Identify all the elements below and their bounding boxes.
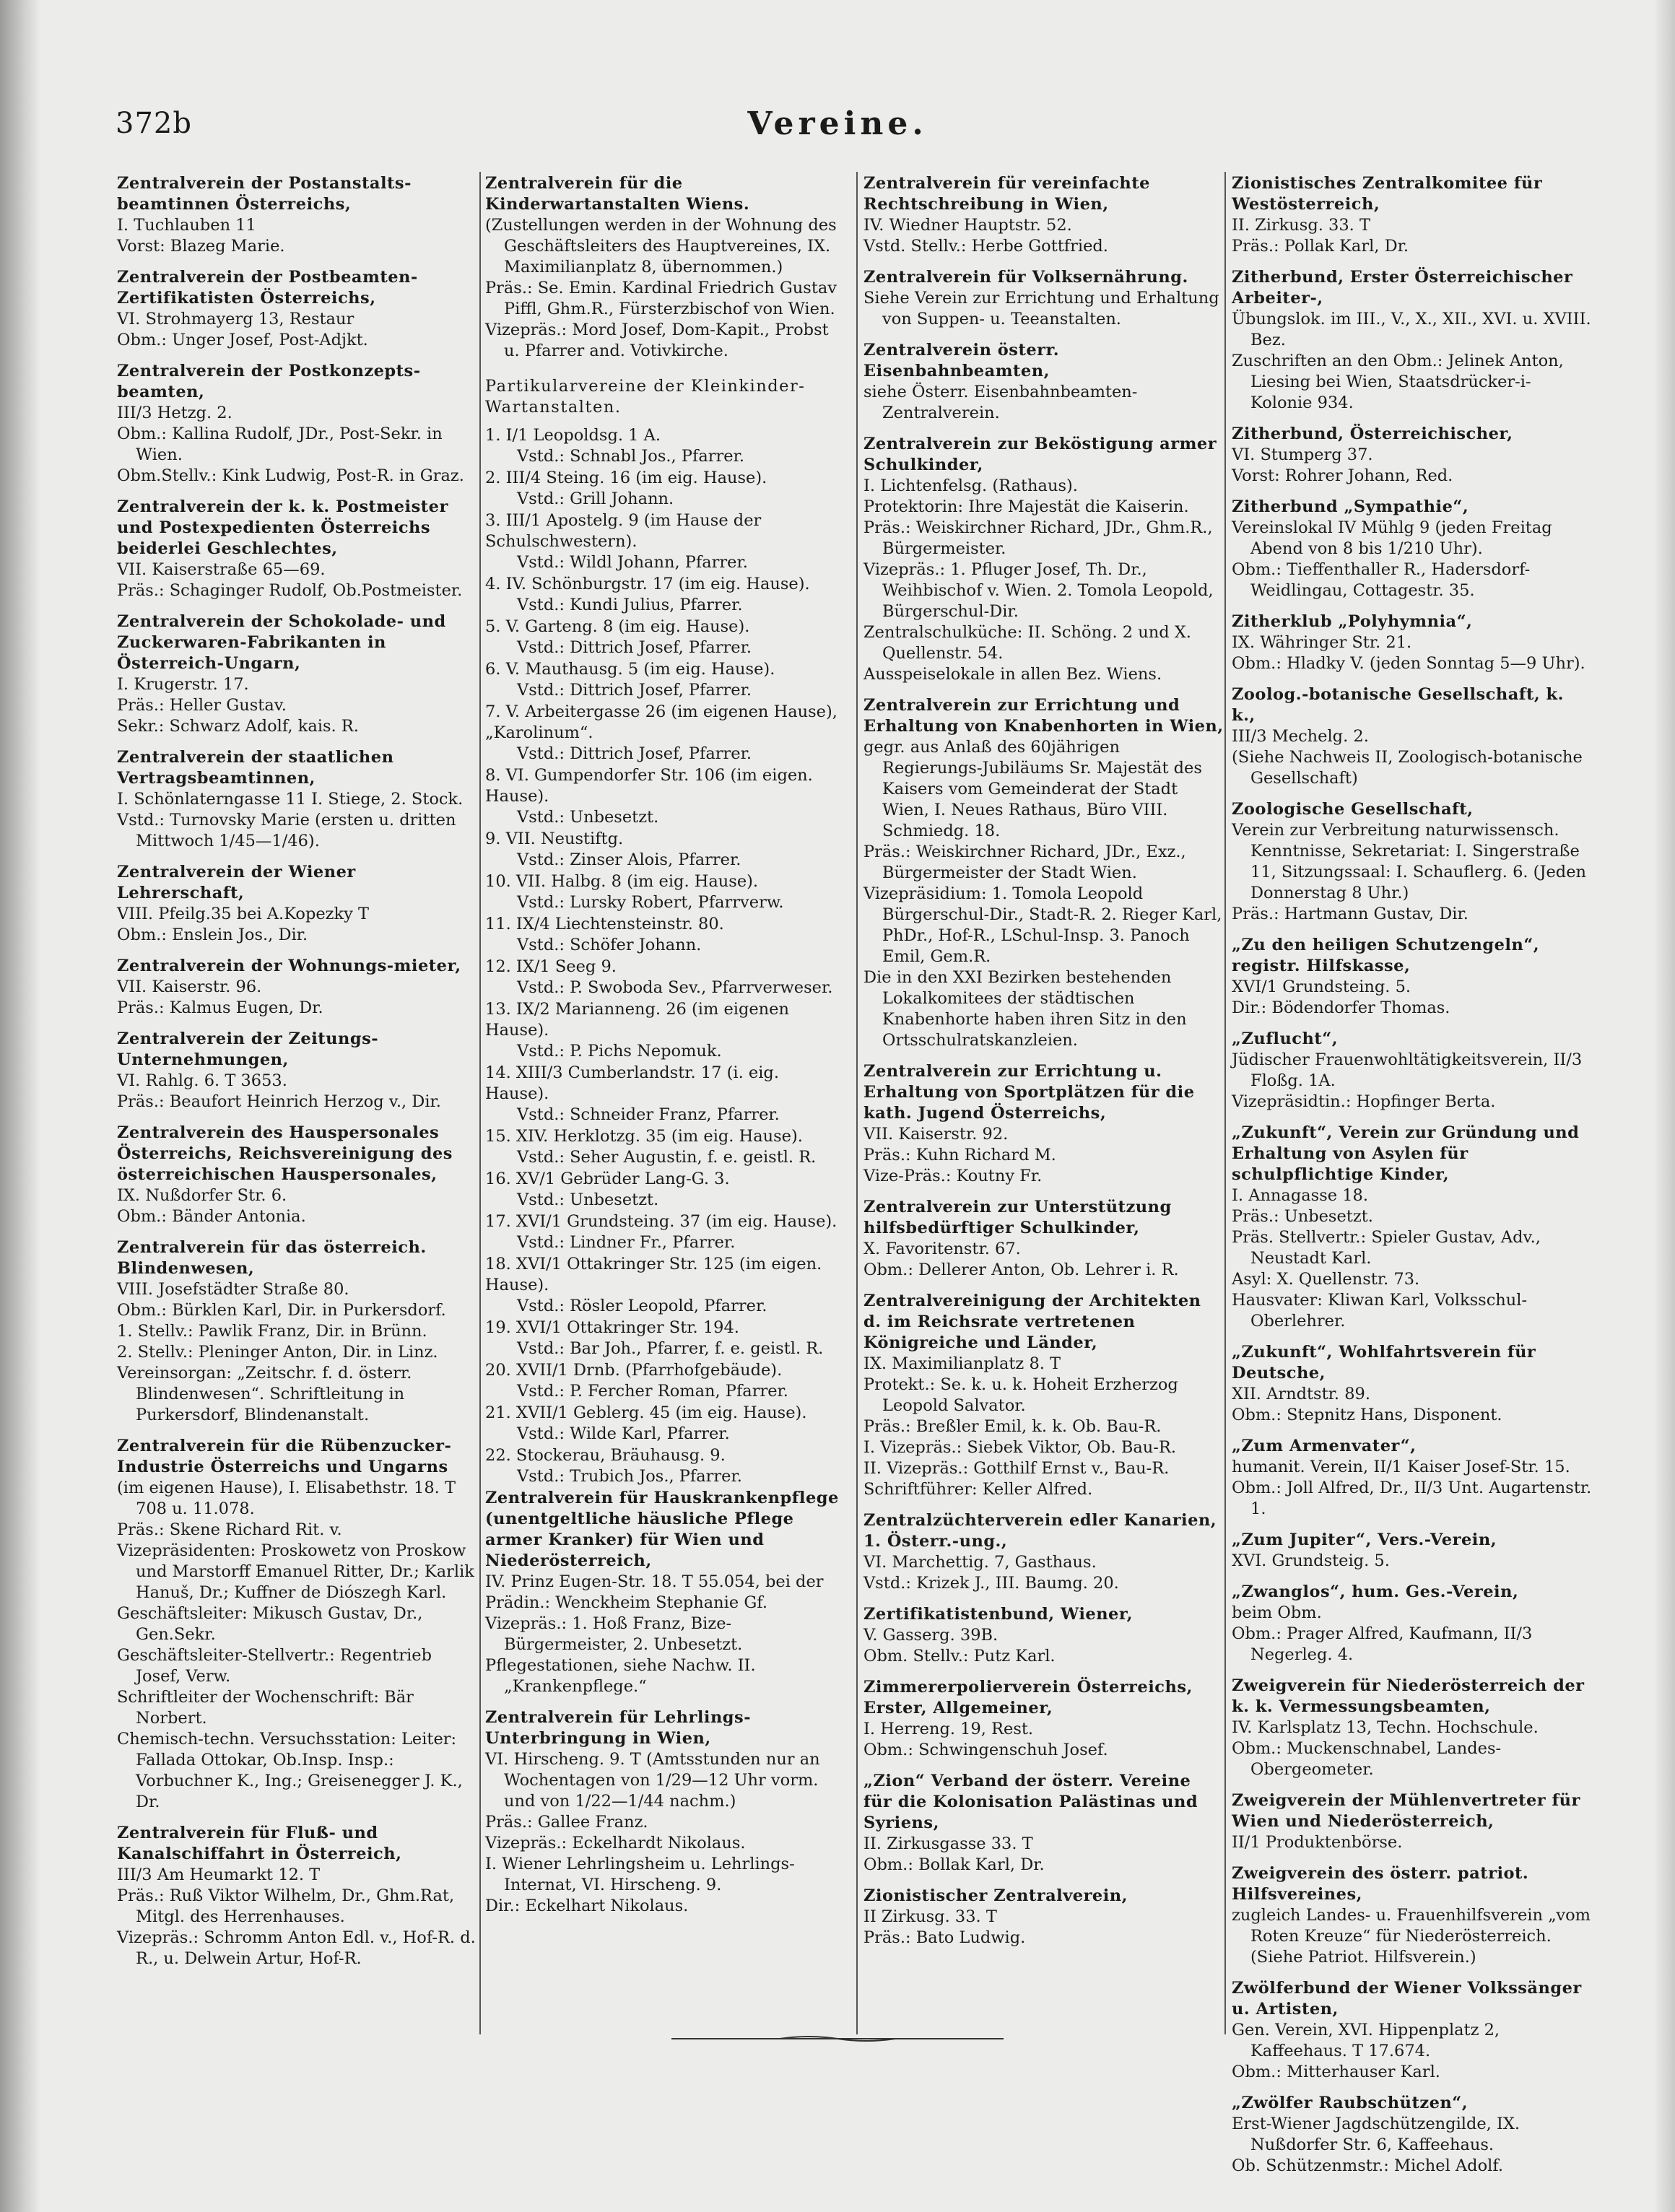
entry-title: Zentralverein österr. Eisenbahnbeamten, bbox=[863, 341, 1060, 380]
entry-line: Präs.: Heller Gustav. bbox=[117, 696, 287, 715]
item-director: Vstd.: Trubich Jos., Pfarrer. bbox=[517, 1467, 742, 1486]
entry-line: Obm.: Schwingenschuh Josef. bbox=[863, 1741, 1108, 1759]
entry-line: Obm.: Bänder Antonia. bbox=[117, 1207, 306, 1226]
directory-entry bbox=[1232, 611, 1593, 674]
entry-line: Die in den XXI Bezirken bestehenden Lokalkomitees der städtischen Knabenhorte haben ihren Sitz in den Ortsschulratskanzleien. bbox=[863, 968, 1187, 1050]
entry-line: XVI/1 Grundsteing. 5. bbox=[1232, 977, 1411, 996]
entry-line: Präs.: Beaufort Heinrich Herzog v., Dir. bbox=[117, 1092, 441, 1111]
entry-line: XII. Arndtstr. 89. bbox=[1232, 1385, 1370, 1403]
entry-title: Zentralverein zur Errichtung und Erhaltung von Knabenhorten in Wien, bbox=[863, 696, 1224, 736]
entry-line: XVI. Grundsteig. 5. bbox=[1232, 1551, 1390, 1570]
entry-line: Obm.: Enslein Jos., Dir. bbox=[117, 926, 308, 944]
column-rule bbox=[479, 172, 481, 2034]
entry-line: Vereinslokal IV Mühlg 9 (jeden Freitag Abend von 8 bis 1/210 Uhr). bbox=[1232, 518, 1552, 558]
column-2 bbox=[485, 173, 846, 2079]
item-address: 13. IX/2 Marianneng. 26 (im eigenen Hause). bbox=[485, 1000, 789, 1040]
entry-line: I. Krugerstr. 17. bbox=[117, 675, 249, 694]
entry-line: Ob. Schützenmstr.: Michel Adolf. bbox=[1232, 2156, 1504, 2175]
page-edge-shadow bbox=[1653, 0, 1675, 2212]
directory-entry bbox=[117, 956, 478, 1019]
entry-line: Präs.: Ruß Viktor Wilhelm, Dr., Ghm.Rat, Mitgl. des Herrenhauses. bbox=[117, 1886, 455, 1926]
entry-title: Zentralverein der Postanstalts-beamtinnen Österreichs, bbox=[117, 174, 412, 214]
page-heading: Vereine. bbox=[747, 105, 928, 142]
item-address: 20. XVII/1 Drnb. (Pfarrhofgebäude). bbox=[485, 1361, 783, 1380]
directory-entry bbox=[117, 267, 478, 351]
directory-entry bbox=[117, 747, 478, 852]
entry-line: Vstd.: Turnovsky Marie (ersten u. dritten Mittwoch 1/45—1/46). bbox=[117, 811, 456, 850]
entry-line: Schriftführer: Keller Alfred. bbox=[863, 1480, 1093, 1499]
directory-entry bbox=[863, 1510, 1224, 1594]
entry-title: Zentralverein der Schokolade- und Zuckerwaren-Fabrikanten in Österreich-Ungarn, bbox=[117, 612, 446, 673]
entry-line: Präs.: Weiskirchner Richard, JDr., Exz., Bürgermeister der Stadt Wien. bbox=[863, 842, 1186, 882]
item-address: 7. V. Arbeitergasse 26 (im eigenen Hause), „Karolinum“. bbox=[485, 702, 838, 742]
list-item bbox=[485, 574, 846, 616]
entry-line: Siehe Verein zur Errichtung und Erhaltung von Suppen- u. Teeanstalten. bbox=[863, 289, 1219, 328]
entry-line: I. Tuchlauben 11 bbox=[117, 216, 256, 235]
directory-entry bbox=[1232, 1790, 1593, 1853]
entry-title: Zentralvereinigung der Architekten d. im Reichsrate vertretenen Königreiche und Länder, bbox=[863, 1292, 1201, 1352]
item-address: 5. V. Garteng. 8 (im eig. Hause). bbox=[485, 617, 750, 636]
directory-entry bbox=[1232, 684, 1593, 789]
item-address: 11. IX/4 Liechtensteinstr. 80. bbox=[485, 915, 724, 933]
item-director: Vstd.: Bar Joh., Pfarrer, f. e. geistl. R. bbox=[517, 1339, 824, 1358]
list-item bbox=[485, 1318, 846, 1359]
entry-line: Dir.: Eckelhart Nikolaus. bbox=[485, 1897, 689, 1915]
directory-entry bbox=[1232, 267, 1593, 414]
list-item bbox=[485, 999, 846, 1062]
item-director: Vstd.: Lursky Robert, Pfarrverw. bbox=[517, 893, 784, 912]
entry-line: IX. Maximilianplatz 8. T bbox=[863, 1354, 1061, 1373]
entry-title: Zentralverein für vereinfachte Rechtschreibung in Wien, bbox=[863, 174, 1150, 214]
entry-line: Asyl: X. Quellenstr. 73. bbox=[1232, 1270, 1420, 1289]
directory-entry bbox=[863, 1061, 1224, 1187]
directory-entry bbox=[863, 1291, 1224, 1500]
entry-line: Präs.: Se. Emin. Kardinal Friedrich Gustav Piffl, Ghm.R., Fürsterzbischof von Wien. bbox=[485, 279, 838, 318]
directory-entry bbox=[1232, 1530, 1593, 1572]
item-director: Vstd.: Schneider Franz, Pfarrer. bbox=[517, 1105, 780, 1124]
entry-line: IX. Währinger Str. 21. bbox=[1232, 633, 1412, 652]
directory-entry bbox=[1232, 1863, 1593, 1968]
list-item bbox=[485, 510, 846, 573]
entry-line: I. Schönlaterngasse 11 I. Stiege, 2. Stock. bbox=[117, 790, 464, 809]
item-director: Vstd.: Wildl Johann, Pfarrer. bbox=[517, 553, 748, 572]
directory-entry bbox=[1232, 799, 1593, 925]
entry-line: V. Gasserg. 39B. bbox=[863, 1626, 999, 1645]
entry-title: Zentralverein für die Kinderwartanstalten Wiens. bbox=[485, 174, 750, 214]
entry-line: Zuschriften an den Obm.: Jelinek Anton, Liesing bei Wien, Staatsdrücker-i-Kolonie 934. bbox=[1232, 352, 1564, 412]
entry-line: I. Wiener Lehrlingsheim u. Lehrlings-Internat, VI. Hirscheng. 9. bbox=[485, 1855, 795, 1894]
entry-title: Zimmererpolierverein Österreichs, Erster, Allgemeiner, bbox=[863, 1678, 1193, 1717]
entry-title: „Zukunft“, Wohlfahrtsverein für Deutsche, bbox=[1232, 1343, 1536, 1382]
entry-line: Obm.Stellv.: Kink Ludwig, Post-R. in Graz. bbox=[117, 466, 464, 485]
entry-line: Präs.: Unbesetzt. bbox=[1232, 1207, 1373, 1226]
entry-title: „Zu den heiligen Schutzengeln“, registr. Hilfskasse, bbox=[1232, 936, 1540, 975]
entry-line: Jüdischer Frauenwohltätigkeitsverein, II/3 Floßg. 1A. bbox=[1232, 1050, 1583, 1090]
entry-title: Zentralverein der Postbeamten-Zertifikatisten Österreichs, bbox=[117, 268, 418, 308]
directory-entry bbox=[1232, 935, 1593, 1019]
entry-line: Obm.: Dellerer Anton, Ob. Lehrer i. R. bbox=[863, 1260, 1179, 1279]
entry-line: Vizepräs.: Eckelhardt Nikolaus. bbox=[485, 1834, 746, 1852]
entry-title: Zentralverein für Volksernährung. bbox=[863, 268, 1188, 287]
list-item bbox=[485, 914, 846, 956]
entry-line: VIII. Josefstädter Straße 80. bbox=[117, 1280, 349, 1299]
directory-entry bbox=[863, 695, 1224, 1051]
entry-line: Dir.: Bödendorfer Thomas. bbox=[1232, 998, 1450, 1017]
list-item bbox=[485, 1445, 846, 1487]
end-ornament-rule bbox=[671, 2034, 1004, 2043]
entry-line: Präs.: Kuhn Richard M. bbox=[863, 1146, 1056, 1164]
entry-title: Zentralverein für das österreich. Blindenwesen, bbox=[117, 1238, 427, 1278]
item-director: Vstd.: Unbesetzt. bbox=[517, 808, 659, 827]
item-director: Vstd.: Dittrich Josef, Pfarrer. bbox=[517, 744, 752, 763]
entry-line: VII. Kaiserstraße 65—69. bbox=[117, 560, 326, 579]
entry-title: Zoolog.-botanische Gesellschaft, k. k., bbox=[1232, 685, 1564, 725]
entry-line: Vizepräs.: 1. Hoß Franz, Bize-Bürgermeister, 2. Unbesetzt. bbox=[485, 1614, 743, 1654]
directory-entry bbox=[1232, 1123, 1593, 1332]
item-director: Vstd.: Zinser Alois, Pfarrer. bbox=[517, 850, 741, 869]
item-director: Vstd.: Grill Johann. bbox=[517, 489, 674, 508]
entry-title: Zionistischer Zentralverein, bbox=[863, 1886, 1128, 1905]
column-rule bbox=[856, 172, 858, 2034]
directory-entry bbox=[117, 173, 478, 257]
directory-entry bbox=[863, 173, 1224, 257]
item-director: Vstd.: P. Swoboda Sev., Pfarrverweser. bbox=[517, 978, 833, 997]
entry-title: „Zion“ Verband der österr. Vereine für die Kolonisation Palästinas und Syriens, bbox=[863, 1772, 1198, 1832]
item-director: Vstd.: Seher Augustin, f. e. geistl. R. bbox=[517, 1148, 817, 1167]
entry-line: III/3 Am Heumarkt 12. T bbox=[117, 1865, 321, 1884]
entry-line: Vstd. Stellv.: Herbe Gottfried. bbox=[863, 237, 1108, 256]
entry-title: Zentralverein der Wohnungs-mieter, bbox=[117, 957, 461, 975]
entry-line: I. Herreng. 19, Rest. bbox=[863, 1720, 1034, 1738]
item-address: 8. VI. Gumpendorfer Str. 106 (im eigen. Hause). bbox=[485, 766, 813, 806]
entry-title: Zentralverein für Lehrlings-Unterbringung in Wien, bbox=[485, 1708, 752, 1748]
entry-line: Präs.: Schaginger Rudolf, Ob.Postmeister. bbox=[117, 581, 463, 600]
item-address: 16. XV/1 Gebrüder Lang-G. 3. bbox=[485, 1170, 730, 1188]
directory-entry bbox=[863, 1677, 1224, 1761]
entry-line: (im eigenen Hause), I. Elisabethstr. 18. T 708 u. 11.078. bbox=[117, 1479, 456, 1518]
entry-title: Zentralverein zur Unterstützung hilfsbedürftiger Schulkinder, bbox=[863, 1198, 1172, 1237]
entry-line: (Zustellungen werden in der Wohnung des Geschäftsleiters des Hauptvereines, IX. Maximilianplatz 8, übernommen.) bbox=[485, 216, 837, 276]
item-address: 10. VII. Halbg. 8 (im eig. Hause). bbox=[485, 872, 759, 891]
directory-entry bbox=[117, 497, 478, 601]
entry-line: zugleich Landes- u. Frauenhilfsverein „vom Roten Kreuze“ für Niederösterreich. (Siehe Patriot. Hilfsverein.) bbox=[1232, 1906, 1591, 1967]
entry-title: Zweigverein der Mühlenvertreter für Wien und Niederösterreich, bbox=[1232, 1791, 1580, 1831]
entry-line: Vorst: Blazeg Marie. bbox=[117, 237, 285, 256]
entry-line: VI. Stumperg 37. bbox=[1232, 445, 1373, 464]
item-address: 1. I/1 Leopoldsg. 1 A. bbox=[485, 426, 661, 445]
entry-line: Obm.: Bollak Karl, Dr. bbox=[863, 1855, 1045, 1874]
directory-entry bbox=[117, 361, 478, 487]
item-director: Vstd.: Dittrich Josef, Pfarrer. bbox=[517, 681, 752, 700]
item-director: Vstd.: Kundi Julius, Pfarrer. bbox=[517, 596, 743, 614]
entry-line: Vizepräs.: 1. Pfluger Josef, Th. Dr., Weihbischof v. Wien. 2. Tomola Leopold, Bürgerschul-Dir. bbox=[863, 560, 1214, 621]
item-address: 3. III/1 Apostelg. 9 (im Hause der Schulschwestern). bbox=[485, 511, 762, 551]
entry-line: III/3 Mechelg. 2. bbox=[1232, 727, 1369, 746]
entry-title: Zentralverein zur Errichtung u. Erhaltung von Sportplätzen für die kath. Jugend Österreichs, bbox=[863, 1062, 1195, 1123]
entry-line: siehe Österr. Eisenbahnbeamten-Zentralverein. bbox=[863, 383, 1138, 422]
entry-line: IV. Wiedner Hauptstr. 52. bbox=[863, 216, 1072, 235]
column-rule bbox=[1224, 172, 1226, 2034]
entry-title: Zentralverein der k. k. Postmeister und Postexpedienten Österreichs beiderlei Geschlechtes, bbox=[117, 497, 448, 558]
list-item bbox=[485, 1360, 846, 1402]
entry-title: Zitherbund, Österreichischer, bbox=[1232, 424, 1513, 443]
list-item bbox=[485, 1403, 846, 1445]
item-address: 9. VII. Neustiftg. bbox=[485, 830, 624, 848]
item-director: Vstd.: P. Pichs Nepomuk. bbox=[517, 1042, 722, 1061]
entry-line: Präs.: Pollak Karl, Dr. bbox=[1232, 237, 1409, 256]
entry-title: Zentralzüchterverein edler Kanarien, 1. Österr.-ung., bbox=[863, 1511, 1217, 1551]
entry-line: Vizepräs.: Schromm Anton Edl. v., Hof-R. d. R., u. Delwein Artur, Hof-R. bbox=[117, 1928, 476, 1968]
entry-line: II. Zirkusgasse 33. T bbox=[863, 1834, 1033, 1853]
entry-title: Zentralverein zur Beköstigung armer Schulkinder, bbox=[863, 435, 1217, 474]
list-item bbox=[485, 1169, 846, 1211]
entry-line: Obm.: Stepnitz Hans, Disponent. bbox=[1232, 1406, 1502, 1424]
item-director: Vstd.: Schöfer Johann. bbox=[517, 936, 702, 954]
directory-entry bbox=[117, 1029, 478, 1112]
entry-line: Prädin.: Wenckheim Stephanie Gf. bbox=[485, 1593, 767, 1612]
entry-title: Zwölferbund der Wiener Volkssänger u. Artisten, bbox=[1232, 1979, 1582, 2019]
entry-line: beim Obm. bbox=[1232, 1603, 1322, 1622]
entry-title: Zionistisches Zentralkomitee für Westösterreich, bbox=[1232, 174, 1543, 214]
entry-title: Zentralverein für Fluß- und Kanalschiffahrt in Österreich, bbox=[117, 1824, 402, 1863]
list-item bbox=[485, 1254, 846, 1317]
entry-line: Protektorin: Ihre Majestät die Kaiserin. bbox=[863, 497, 1189, 516]
entry-line: VI. Rahlg. 6. T 3653. bbox=[117, 1071, 287, 1090]
entry-line: VII. Kaiserstr. 92. bbox=[863, 1125, 1009, 1144]
entry-line: Präs.: Breßler Emil, k. k. Ob. Bau-R. bbox=[863, 1417, 1162, 1436]
entry-line: VIII. Pfeilg.35 bei A.Kopezky T bbox=[117, 905, 370, 923]
entry-line: Vorst: Rohrer Johann, Red. bbox=[1232, 466, 1453, 485]
entry-line: Chemisch-techn. Versuchsstation: Leiter: Fallada Ottokar, Ob.Insp. Insp.: Vorbuchner K., Ing.; Greisenegger J. K., Dr. bbox=[117, 1730, 463, 1811]
directory-entry bbox=[117, 1123, 478, 1227]
item-director: Vstd.: P. Fercher Roman, Pfarrer. bbox=[517, 1382, 788, 1401]
item-address: 14. XIII/3 Cumberlandstr. 17 (i. eig. Hause). bbox=[485, 1063, 779, 1103]
entry-title: „Zum Jupiter“, Vers.-Verein, bbox=[1232, 1530, 1497, 1549]
item-address: 18. XVI/1 Ottakringer Str. 125 (im eigen. Hause). bbox=[485, 1255, 822, 1294]
entry-title: „Zwölfer Raubschützen“, bbox=[1232, 2094, 1469, 2112]
directory-entry bbox=[1232, 2093, 1593, 2177]
entry-line: IV. Prinz Eugen-Str. 18. T 55.054, bei der bbox=[485, 1572, 824, 1591]
entry-line: Präs. Stellvertr.: Spieler Gustav, Adv., Neustadt Karl. bbox=[1232, 1228, 1541, 1268]
entry-line: (Siehe Nachweis II, Zoologisch-botanische Gesellschaft) bbox=[1232, 748, 1583, 788]
entry-title: Zentralverein des Hauspersonales Österreichs, Reichsvereinigung des österreichischen Hauspersonales, bbox=[117, 1123, 453, 1184]
entry-title: „Zum Armenvater“, bbox=[1232, 1437, 1417, 1455]
directory-entry bbox=[117, 862, 478, 946]
entry-line: VI. Strohmayerg 13, Restaur bbox=[117, 310, 354, 328]
list-item bbox=[485, 425, 846, 467]
entry-line: Präs.: Skene Richard Rit. v. bbox=[117, 1520, 342, 1539]
entry-line: IV. Karlsplatz 13, Techn. Hochschule. bbox=[1232, 1718, 1539, 1737]
entry-line: 1. Stellv.: Pawlik Franz, Dir. in Brünn. bbox=[117, 1322, 427, 1341]
directory-entry bbox=[863, 1604, 1224, 1667]
entry-line: Präs.: Weiskirchner Richard, JDr., Ghm.R., Bürgermeister. bbox=[863, 518, 1213, 558]
entry-line: Präs.: Hartmann Gustav, Dir. bbox=[1232, 905, 1469, 923]
entry-line: II. Zirkusg. 33. T bbox=[1232, 216, 1370, 235]
list-item bbox=[485, 659, 846, 701]
directory-entry bbox=[1232, 497, 1593, 601]
directory-entry bbox=[863, 340, 1224, 424]
entry-line: Verein zur Verbreitung naturwissensch. Kenntnisse, Sekretariat: I. Singerstraße 11, Sitzungssaal: I. Schauflerg. 6. (Jeden Donnerstag 8 Uhr.) bbox=[1232, 821, 1587, 902]
item-address: 15. XIV. Herklotzg. 35 (im eig. Hause). bbox=[485, 1127, 803, 1146]
entry-line: I. Annagasse 18. bbox=[1232, 1186, 1368, 1205]
entry-title: Zitherbund „Sympathie“, bbox=[1232, 497, 1469, 516]
entry-line: 2. Stellv.: Pleninger Anton, Dir. in Linz. bbox=[117, 1343, 438, 1362]
entry-line: Schriftleiter der Wochenschrift: Bär Norbert. bbox=[117, 1688, 414, 1728]
directory-entry bbox=[485, 1707, 846, 1917]
entry-line: Obm.: Hladky V. (jeden Sonntag 5—9 Uhr). bbox=[1232, 654, 1585, 673]
entry-title: Zentralverein der Zeitungs-Unternehmungen, bbox=[117, 1029, 379, 1069]
entry-line: Vizepräsidium: 1. Tomola Leopold Bürgerschul-Dir., Stadt-R. 2. Rieger Karl, PhDr., Hof-R., LSchul-Insp. 3. Panoch Emil, Gem.R. bbox=[863, 884, 1222, 966]
directory-entry bbox=[1232, 1582, 1593, 1665]
directory-entry bbox=[863, 434, 1224, 685]
directory-entry bbox=[1232, 173, 1593, 257]
directory-entry bbox=[117, 1436, 478, 1813]
entry-title: Zitherbund, Erster Österreichischer Arbeiter-, bbox=[1232, 268, 1573, 308]
entry-line: Protekt.: Se. k. u. k. Hoheit Erzherzog Leopold Salvator. bbox=[863, 1375, 1178, 1415]
column-3 bbox=[863, 173, 1224, 2079]
entry-title: Zweigverein für Niederösterreich der k. k. Vermessungsbeamten, bbox=[1232, 1676, 1585, 1716]
item-director: Vstd.: Schnabl Jos., Pfarrer. bbox=[517, 447, 744, 466]
entry-line: Vizepräs.: Mord Josef, Dom-Kapit., Probst u. Pfarrer and. Votivkirche. bbox=[485, 321, 829, 360]
entry-line: Geschäftsleiter: Mikusch Gustav, Dr., Gen.Sekr. bbox=[117, 1604, 423, 1644]
entry-line: Vize-Präs.: Koutny Fr. bbox=[863, 1167, 1043, 1185]
column-4 bbox=[1232, 173, 1593, 2175]
entry-line: Präs.: Kalmus Eugen, Dr. bbox=[117, 998, 323, 1017]
list-item bbox=[485, 1063, 846, 1125]
list-item bbox=[485, 1126, 846, 1168]
entry-title: Zitherklub „Polyhymnia“, bbox=[1232, 612, 1473, 631]
directory-entry bbox=[863, 1886, 1224, 1948]
entry-line: Vizepräsidtin.: Hopfinger Berta. bbox=[1232, 1092, 1496, 1111]
entry-line: Geschäftsleiter-Stellvertr.: Regentrieb Josef, Verw. bbox=[117, 1646, 432, 1686]
entry-line: Obm.: Muckenschnabel, Landes-Obergeometer. bbox=[1232, 1739, 1502, 1779]
item-director: Vstd.: Dittrich Josef, Pfarrer. bbox=[517, 638, 752, 657]
directory-entry bbox=[1232, 424, 1593, 487]
entry-line: Pflegestationen, siehe Nachw. II. „Krankenpflege.“ bbox=[485, 1656, 756, 1696]
entry-line: gegr. aus Anlaß des 60jährigen Regierungs-Jubiläums Sr. Majestät des Kaisers vom Gemeinderat der Stadt Wien, I. Neues Rathaus, Büro VIII. Schmiedg. 18. bbox=[863, 738, 1202, 840]
entry-line: I. Lichtenfelsg. (Rathaus). bbox=[863, 476, 1078, 495]
item-address: 17. XVI/1 Grundsteing. 37 (im eig. Hause). bbox=[485, 1212, 838, 1231]
entry-line: X. Favoritenstr. 67. bbox=[863, 1240, 1021, 1258]
entry-line: humanit. Verein, II/1 Kaiser Josef-Str. 15. bbox=[1232, 1458, 1570, 1476]
entry-title: „Zwanglos“, hum. Ges.-Verein, bbox=[1232, 1582, 1519, 1601]
directory-entry bbox=[1232, 1436, 1593, 1520]
item-director: Vstd.: Unbesetzt. bbox=[517, 1190, 659, 1209]
page-number: 372b bbox=[116, 107, 192, 140]
entry-line: III/3 Hetzg. 2. bbox=[117, 404, 232, 422]
list-item bbox=[485, 765, 846, 828]
directory-entry bbox=[1232, 1029, 1593, 1112]
item-address: 6. V. Mauthausg. 5 (im eig. Hause). bbox=[485, 660, 775, 679]
entry-line: Obm. Stellv.: Putz Karl. bbox=[863, 1647, 1056, 1665]
entry-line: Vstd.: Krizek J., III. Baumg. 20. bbox=[863, 1574, 1119, 1593]
list-item bbox=[485, 829, 846, 871]
entry-title: Zweigverein des österr. patriot. Hilfsvereines, bbox=[1232, 1864, 1529, 1904]
directory-entry bbox=[1232, 1676, 1593, 1780]
entry-line: VII. Kaiserstr. 96. bbox=[117, 977, 262, 996]
entry-line: Vereinsorgan: „Zeitschr. f. d. österr. Blindenwesen“. Schriftleitung in Purkersdorf, Blindenanstalt. bbox=[117, 1364, 412, 1424]
list-item bbox=[485, 1211, 846, 1253]
entry-line: Zentralschulküche: II. Schöng. 2 und X. Quellenstr. 54. bbox=[863, 623, 1191, 663]
directory-entry bbox=[117, 1823, 478, 1969]
item-address: 22. Stockerau, Bräuhausg. 9. bbox=[485, 1446, 726, 1465]
item-director: Vstd.: Rösler Leopold, Pfarrer. bbox=[517, 1297, 767, 1315]
entry-title: Zentralverein für Hauskrankenpflege (unentgeltliche häusliche Pflege armer Kranker) für Wien und Niederösterreich, bbox=[485, 1489, 839, 1570]
entry-line: Ausspeiselokale in allen Bez. Wiens. bbox=[863, 665, 1162, 684]
directory-entry bbox=[1232, 1342, 1593, 1426]
directory-entry bbox=[485, 173, 846, 362]
entry-line: VI. Hirscheng. 9. T (Amtsstunden nur an Wochentagen von 1/29—12 Uhr vorm. und von 1/22—1/44 nachm.) bbox=[485, 1750, 820, 1811]
entry-line: Präs.: Gallee Franz. bbox=[485, 1813, 648, 1832]
entry-title: Zentralverein für die Rübenzucker-Industrie Österreichs und Ungarns bbox=[117, 1437, 452, 1476]
section-subheading: Partikularvereine der Kleinkinder-Wartanstalten. bbox=[485, 377, 806, 417]
entry-line: Erst-Wiener Jagdschützengilde, IX. Nußdorfer Str. 6, Kaffeehaus. bbox=[1232, 2115, 1520, 2154]
directory-entry bbox=[117, 611, 478, 737]
entry-line: Obm.: Prager Alfred, Kaufmann, II/3 Negerleg. 4. bbox=[1232, 1624, 1533, 1664]
entry-line: Obm.: Unger Josef, Post-Adjkt. bbox=[117, 331, 368, 349]
directory-entry bbox=[863, 1197, 1224, 1281]
entry-line: Obm.: Joll Alfred, Dr., II/3 Unt. Augartenstr. 1. bbox=[1232, 1479, 1592, 1518]
entry-line: Obm.: Bürklen Karl, Dir. in Purkersdorf. bbox=[117, 1301, 446, 1320]
entry-line: VI. Marchettig. 7, Gasthaus. bbox=[863, 1553, 1097, 1572]
entry-line: Präs.: Bato Ludwig. bbox=[863, 1928, 1026, 1947]
entry-line: Sekr.: Schwarz Adolf, kais. R. bbox=[117, 717, 359, 736]
entry-line: Obm.: Tieffenthaller R., Hadersdorf-Weidlingau, Cottagestr. 35. bbox=[1232, 560, 1531, 600]
entry-title: Zentralverein der Wiener Lehrerschaft, bbox=[117, 863, 356, 902]
entry-line: I. Vizepräs.: Siebek Viktor, Ob. Bau-R. bbox=[863, 1438, 1176, 1457]
directory-entry bbox=[485, 1488, 846, 1697]
item-address: 19. XVI/1 Ottakringer Str. 194. bbox=[485, 1318, 739, 1337]
entry-line: Gen. Verein, XVI. Hippenplatz 2, Kaffeehaus. T 17.674. bbox=[1232, 2021, 1500, 2060]
column-1 bbox=[117, 173, 478, 2079]
list-item bbox=[485, 702, 846, 765]
entry-title: „Zukunft“, Verein zur Gründung und Erhaltung von Asylen für schulpflichtige Kinder, bbox=[1232, 1123, 1580, 1184]
directory-entry bbox=[863, 1771, 1224, 1876]
list-item bbox=[485, 617, 846, 658]
item-address: 12. IX/1 Seeg 9. bbox=[485, 957, 617, 976]
entry-line: Obm.: Kallina Rudolf, JDr., Post-Sekr. in Wien. bbox=[117, 424, 443, 464]
entry-title: Zentralverein der staatlichen Vertragsbeamtinnen, bbox=[117, 748, 394, 788]
entry-line: Übungslok. im III., V., X., XII., XVI. u. XVIII. Bez. bbox=[1232, 310, 1591, 349]
list-item bbox=[485, 871, 846, 913]
item-director: Vstd.: Lindner Fr., Pfarrer. bbox=[517, 1233, 736, 1252]
list-item bbox=[485, 957, 846, 998]
entry-line: Hausvater: Kliwan Karl, Volksschul-Oberlehrer. bbox=[1232, 1291, 1528, 1331]
item-director: Vstd.: Wilde Karl, Pfarrer. bbox=[517, 1424, 730, 1443]
directory-entry bbox=[1232, 1978, 1593, 2083]
binding-shadow bbox=[0, 0, 40, 2212]
directory-entry bbox=[117, 1237, 478, 1426]
entry-line: IX. Nußdorfer Str. 6. bbox=[117, 1186, 287, 1205]
entry-line: II Zirkusg. 33. T bbox=[863, 1907, 997, 1926]
directory-entry bbox=[863, 267, 1224, 330]
entry-title: „Zuflucht“, bbox=[1232, 1029, 1339, 1048]
entry-title: Zentralverein der Postkonzepts-beamten, bbox=[117, 362, 421, 401]
entry-line: Obm.: Mitterhauser Karl. bbox=[1232, 2063, 1440, 2081]
list-item bbox=[485, 468, 846, 510]
entry-line: II/1 Produktenbörse. bbox=[1232, 1833, 1403, 1852]
entry-line: II. Vizepräs.: Gotthilf Ernst v., Bau-R. bbox=[863, 1459, 1170, 1478]
item-address: 2. III/4 Steing. 16 (im eig. Hause). bbox=[485, 469, 767, 487]
entry-title: Zertifikatistenbund, Wiener, bbox=[863, 1605, 1133, 1624]
entry-line: Vizepräsidenten: Proskowetz von Proskow und Marstorff Emanuel Ritter, Dr.; Karlik Hanuš, Dr.; Kuffner de Diószegh Karl. bbox=[117, 1541, 474, 1602]
item-address: 21. XVII/1 Geblerg. 45 (im eig. Hause). bbox=[485, 1403, 807, 1422]
item-address: 4. IV. Schönburgstr. 17 (im eig. Hause). bbox=[485, 575, 810, 593]
entry-title: Zoologische Gesellschaft, bbox=[1232, 800, 1474, 819]
